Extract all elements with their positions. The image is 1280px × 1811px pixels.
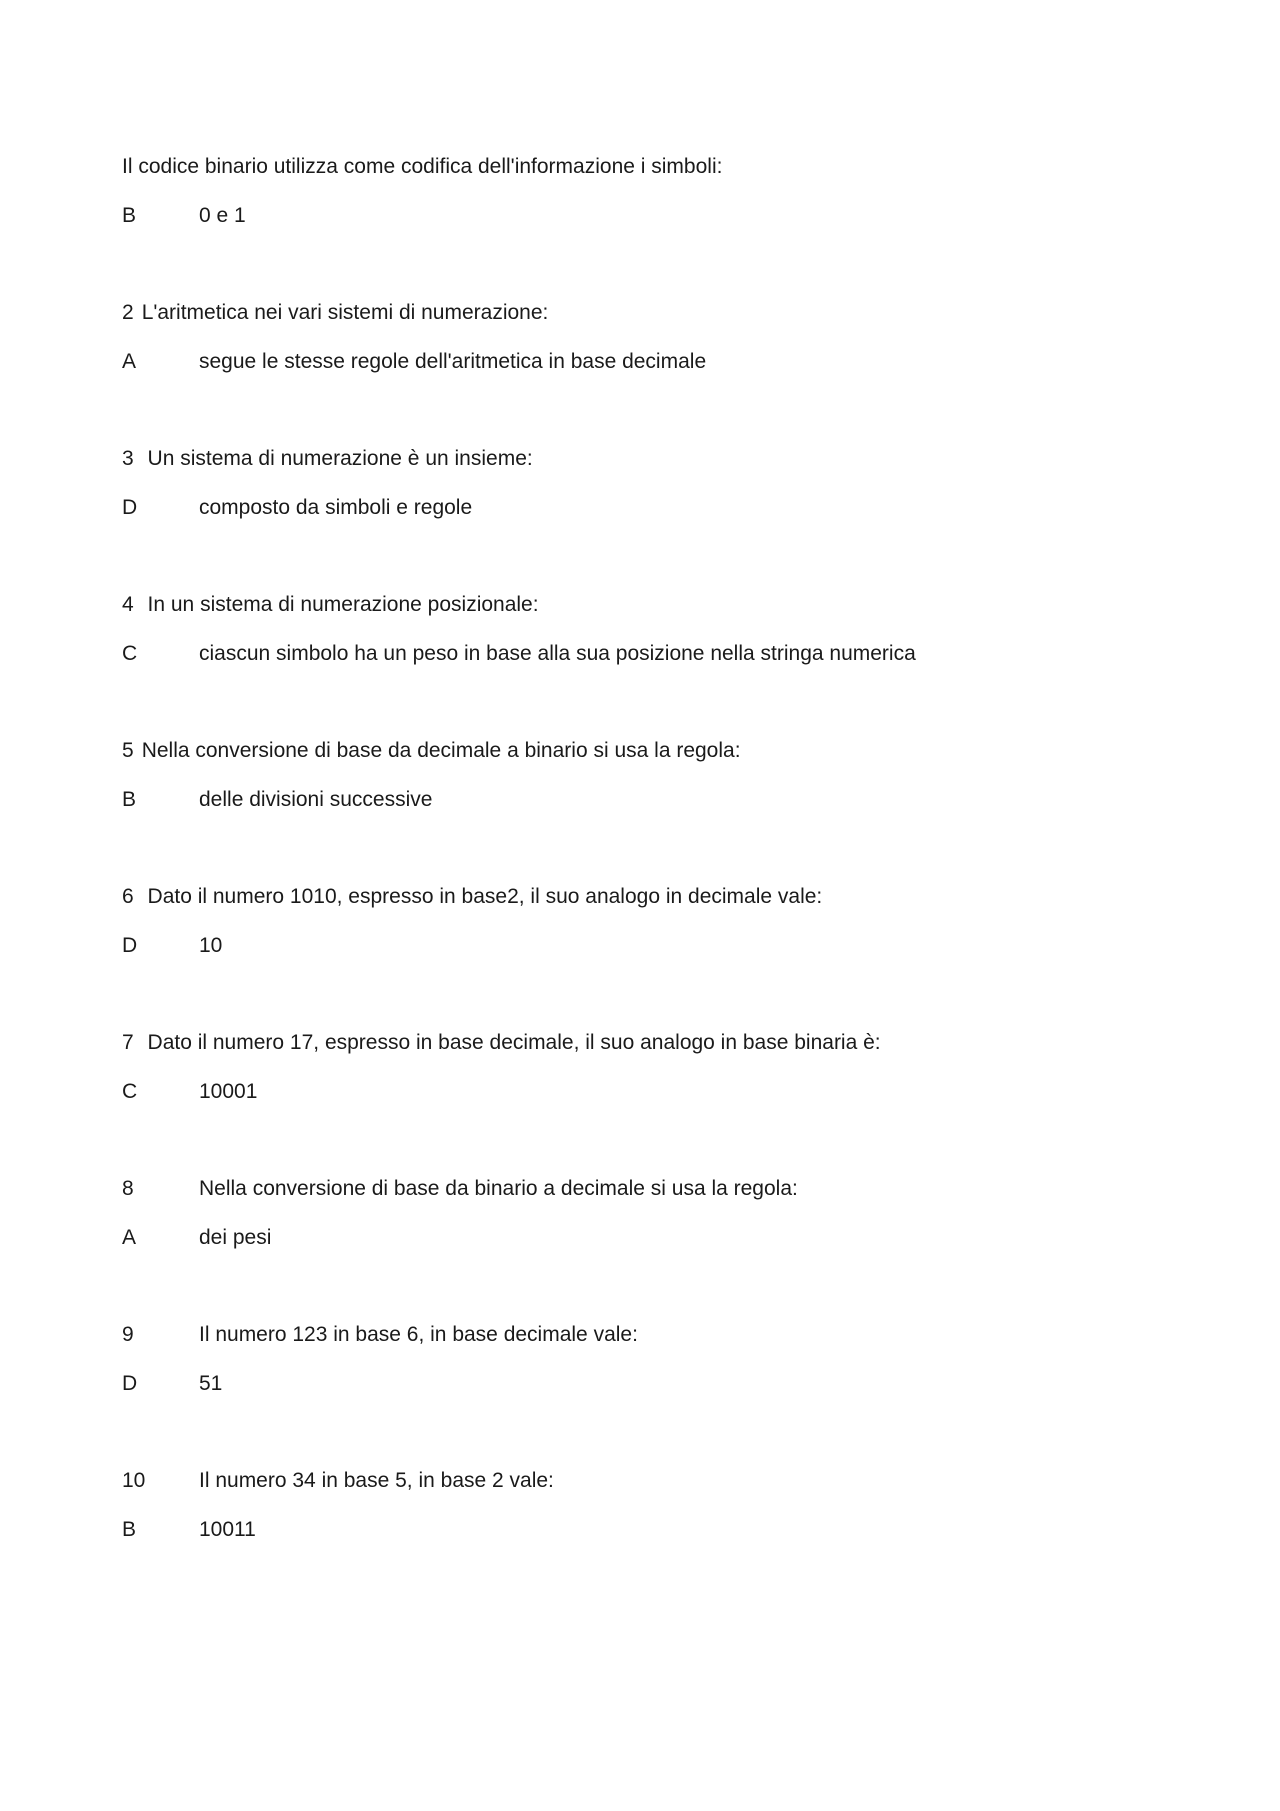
question-text: L'aritmetica nei vari sistemi di numerazione: <box>141 301 549 324</box>
question-text: In un sistema di numerazione posizionale: <box>141 593 539 616</box>
answer-text: 51 <box>199 1372 223 1395</box>
question-text: Il codice binario utilizza come codifica dell'informazione i simboli: <box>122 155 723 178</box>
question-item-6 <box>122 882 1202 1028</box>
answer-line <box>122 347 1202 377</box>
question-line <box>122 882 1202 912</box>
question-number: 10 <box>122 1469 146 1492</box>
answer-text: 10001 <box>199 1080 258 1103</box>
question-number: 2 <box>122 301 134 324</box>
question-item-3 <box>122 444 1202 590</box>
answer-letter: A <box>122 1226 137 1249</box>
question-number: 5 <box>122 739 134 762</box>
answer-line <box>122 931 1202 961</box>
answer-letter: D <box>122 496 138 519</box>
answer-text: 10011 <box>199 1518 256 1541</box>
answer-line <box>122 1515 1202 1545</box>
answer-line <box>122 1369 1202 1399</box>
question-line <box>122 736 1202 766</box>
question-item-1 <box>122 152 1202 298</box>
question-item-5 <box>122 736 1202 882</box>
question-line <box>122 152 1202 182</box>
question-item-2 <box>122 298 1202 444</box>
question-line <box>122 444 1202 474</box>
question-line <box>122 298 1202 328</box>
answer-line <box>122 201 1202 231</box>
question-number: 7 <box>122 1031 134 1054</box>
answer-text: dei pesi <box>199 1226 272 1249</box>
question-item-8 <box>122 1174 1202 1320</box>
question-line <box>122 1466 1202 1496</box>
answer-text: ciascun simbolo ha un peso in base alla sua posizione nella stringa numerica <box>199 642 916 665</box>
answer-text: 10 <box>199 934 223 957</box>
question-number: 4 <box>122 593 134 616</box>
answer-letter: A <box>122 350 137 373</box>
answer-letter: B <box>122 204 137 227</box>
answer-text: segue le stesse regole dell'aritmetica in base decimale <box>199 350 707 373</box>
question-text: Il numero 123 in base 6, in base decimale vale: <box>199 1323 638 1346</box>
question-number: 8 <box>122 1177 134 1200</box>
question-number: 9 <box>122 1323 134 1346</box>
answer-letter: D <box>122 1372 138 1395</box>
answer-line <box>122 1223 1202 1253</box>
question-list <box>122 152 1202 1612</box>
question-item-7 <box>122 1028 1202 1174</box>
answer-line <box>122 639 1202 669</box>
answer-text: composto da simboli e regole <box>199 496 473 519</box>
answer-line <box>122 493 1202 523</box>
question-text: Nella conversione di base da decimale a binario si usa la regola: <box>141 739 741 762</box>
answer-line <box>122 785 1202 815</box>
question-line <box>122 590 1202 620</box>
answer-text: delle divisioni successive <box>199 788 433 811</box>
question-item-4 <box>122 590 1202 736</box>
answer-letter: C <box>122 1080 138 1103</box>
question-text: Dato il numero 1010, espresso in base2, il suo analogo in decimale vale: <box>141 885 823 908</box>
question-item-10 <box>122 1466 1202 1612</box>
answer-line <box>122 1077 1202 1107</box>
question-text: Un sistema di numerazione è un insieme: <box>141 447 533 470</box>
answer-letter: B <box>122 788 137 811</box>
question-line <box>122 1320 1202 1350</box>
question-text: Dato il numero 17, espresso in base decimale, il suo analogo in base binaria è: <box>141 1031 881 1054</box>
answer-letter: C <box>122 642 138 665</box>
answer-letter: B <box>122 1518 137 1541</box>
question-text: Il numero 34 in base 5, in base 2 vale: <box>199 1469 554 1492</box>
question-item-9 <box>122 1320 1202 1466</box>
question-number: 3 <box>122 447 134 470</box>
answer-text: 0 e 1 <box>199 204 246 227</box>
question-text: Nella conversione di base da binario a decimale si usa la regola: <box>199 1177 798 1200</box>
answer-letter: D <box>122 934 138 957</box>
question-line <box>122 1174 1202 1204</box>
question-line <box>122 1028 1202 1058</box>
question-number: 6 <box>122 885 134 908</box>
